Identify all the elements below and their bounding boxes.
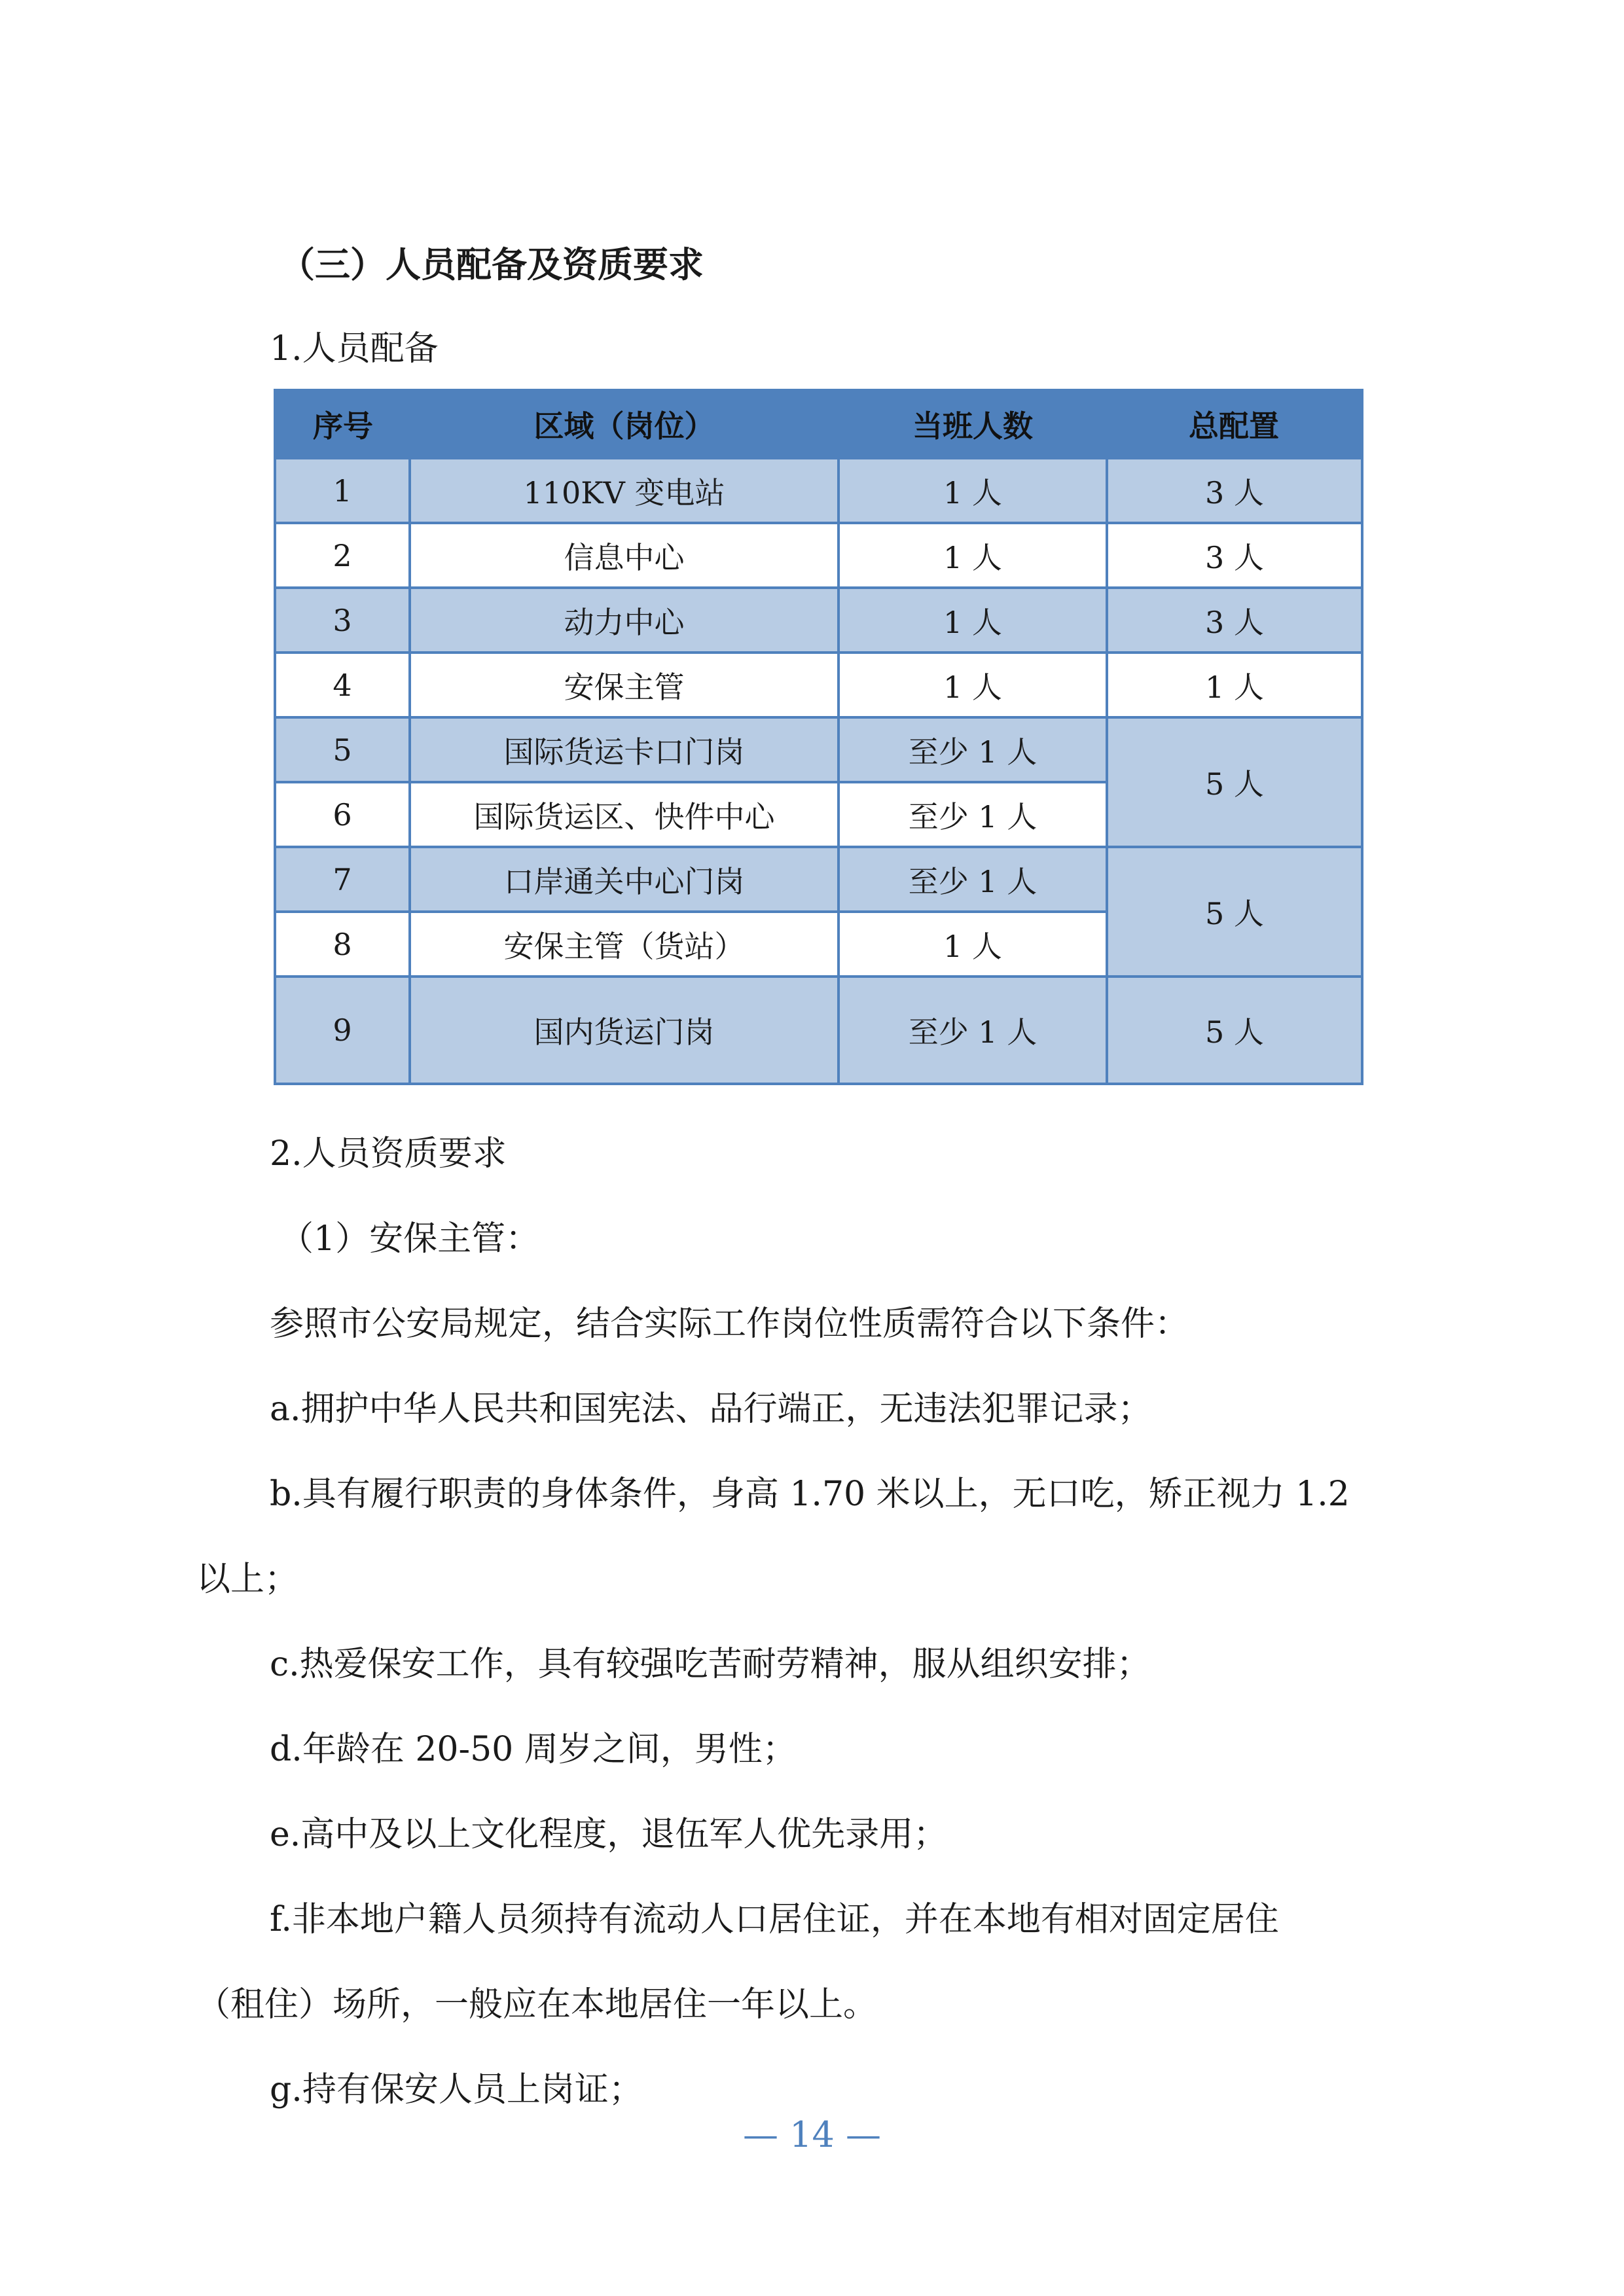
cell-no: 8	[275, 912, 410, 977]
cell-no: 4	[275, 653, 410, 717]
cell-on-duty: 1 人	[839, 523, 1107, 588]
cell-on-duty: 至少 1 人	[839, 717, 1107, 782]
section-heading: （三）人员配备及资质要求	[280, 244, 704, 285]
cell-no: 2	[275, 523, 410, 588]
page-number: — 14 —	[742, 2114, 882, 2155]
cell-area: 国内货运门岗	[410, 977, 839, 1084]
cell-total: 1 人	[1107, 653, 1362, 717]
table-row	[275, 977, 1362, 1084]
header-total: 总配置	[1107, 390, 1362, 458]
item-g: g.持有保安人员上岗证；	[270, 2070, 643, 2109]
cell-total: 3 人	[1107, 588, 1362, 653]
intro-paragraph: 参照市公安局规定，结合实际工作岗位性质需符合以下条件：	[270, 1304, 1189, 1344]
cell-no: 3	[275, 588, 410, 653]
cell-area: 国际货运区、快件中心	[410, 782, 839, 847]
item-f-line1: f.非本地户籍人员须持有流动人口居住证，并在本地有相对固定居住	[270, 1900, 1279, 1939]
cell-no: 5	[275, 717, 410, 782]
cell-area: 110KV 变电站	[410, 458, 839, 523]
cell-area: 动力中心	[410, 588, 839, 653]
item-b-line2: 以上；	[196, 1560, 299, 1599]
table-header-row	[275, 390, 1362, 458]
cell-total: 5 人	[1107, 977, 1362, 1084]
cell-on-duty: 至少 1 人	[839, 782, 1107, 847]
cell-no: 7	[275, 847, 410, 912]
table-row	[275, 717, 1362, 782]
header-area: 区域（岗位）	[410, 390, 839, 458]
table-row	[275, 653, 1362, 717]
cell-on-duty: 1 人	[839, 588, 1107, 653]
qualification-heading: 2.人员资质要求	[270, 1134, 507, 1174]
cell-total: 3 人	[1107, 523, 1362, 588]
item-f-line2: （租住）场所，一般应在本地居住一年以上。	[196, 1985, 878, 2024]
table-row	[275, 588, 1362, 653]
cell-no: 9	[275, 977, 410, 1084]
cell-total: 5 人	[1107, 847, 1362, 977]
cell-on-duty: 至少 1 人	[839, 977, 1107, 1084]
item-c: c.热爱保安工作，具有较强吃苦耐劳精神，服从组织安排；	[270, 1645, 1151, 1684]
staffing-table	[274, 389, 1363, 1085]
cell-total: 3 人	[1107, 458, 1362, 523]
cell-no: 6	[275, 782, 410, 847]
item-a: a.拥护中华人民共和国宪法、品行端正，无违法犯罪记录；	[270, 1390, 1152, 1429]
cell-on-duty: 1 人	[839, 912, 1107, 977]
cell-area: 安保主管（货站）	[410, 912, 839, 977]
cell-on-duty: 1 人	[839, 458, 1107, 523]
table-row	[275, 523, 1362, 588]
header-on-duty: 当班人数	[839, 390, 1107, 458]
cell-area: 国际货运卡口门岗	[410, 717, 839, 782]
table-row	[275, 847, 1362, 912]
header-no: 序号	[275, 390, 410, 458]
cell-area: 安保主管	[410, 653, 839, 717]
cell-no: 1	[275, 458, 410, 523]
staffing-heading: 1.人员配备	[270, 329, 439, 368]
item-d: d.年龄在 20-50 周岁之间，男性；	[270, 1730, 797, 1769]
table-row	[275, 458, 1362, 523]
item-b-line1: b.具有履行职责的身体条件，身高 1.70 米以上，无口吃，矫正视力 1.2	[270, 1475, 1350, 1514]
cell-on-duty: 1 人	[839, 653, 1107, 717]
cell-area: 口岸通关中心门岗	[410, 847, 839, 912]
cell-area: 信息中心	[410, 523, 839, 588]
cell-on-duty: 至少 1 人	[839, 847, 1107, 912]
cell-total: 5 人	[1107, 717, 1362, 847]
item-e: e.高中及以上文化程度，退伍军人优先录用；	[270, 1815, 948, 1854]
role-heading: （1）安保主管：	[280, 1219, 540, 1259]
